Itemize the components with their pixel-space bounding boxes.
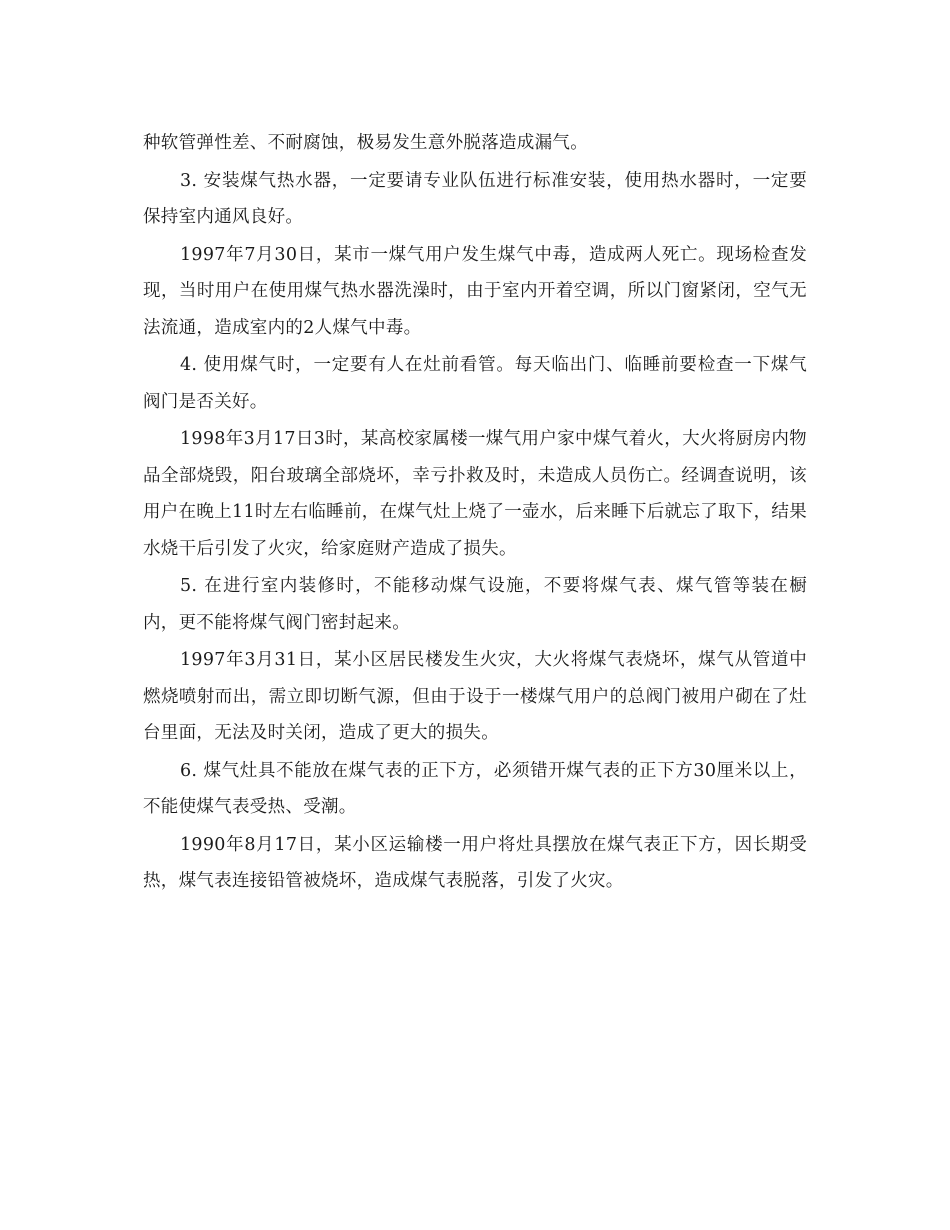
paragraph-case-1998-03-17: 1998年3月17日3时，某高校家属楼一煤气用户家中煤气着火，大火将厨房内物品全部烧毁，阳台玻璃全部烧坏，幸亏扑救及时，未造成人员伤亡。经调查说明，该用户在晚上11时左右临睡前，在煤气灶上烧了一壶水，后来睡下后就忘了取下，结果水烧干后引发了火灾，给家庭财产造成了损失。 [143,429,807,559]
paragraph-continuation: 种软管弹性差、不耐腐蚀，极易发生意外脱落造成漏气。 [143,133,588,153]
document-body [143,125,807,901]
paragraph-case-1997-03-31: 1997年3月31日，某小区居民楼发生火灾，大火将煤气表烧坏，煤气从管道中燃烧喷射而出，需立即切断气源，但由于设于一楼煤气用户的总阀门被用户砌在了灶台里面，无法及时关闭，造成了更大的损失。 [143,650,807,743]
paragraph-case-1997-07-30: 1997年7月30日，某市一煤气用户发生煤气中毒，造成两人死亡。现场检查发现，当时用户在使用煤气热水器洗澡时，由于室内开着空调，所以门窗紧闭，空气无法流通，造成室内的2人煤气中毒。 [143,244,807,338]
paragraph-tip-6: 6. 煤气灶具不能放在煤气表的正下方，必须错开煤气表的正下方30厘米以上，不能使煤气表受热、受潮。 [143,760,807,817]
paragraph-tip-5: 5. 在进行室内装修时，不能移动煤气设施，不要将煤气表、煤气管等装在橱内，更不能将煤气阀门密封起来。 [143,576,807,633]
paragraph-case-1990-08-17: 1990年8月17日，某小区运输楼一用户将灶具摆放在煤气表正下方，因长期受热，煤气表连接铅管被烧坏，造成煤气表脱落，引发了火灾。 [143,834,807,891]
paragraph-tip-4: 4. 使用煤气时，一定要有人在灶前看管。每天临出门、临睡前要检查一下煤气阀门是否关好。 [143,355,807,412]
paragraph-tip-3: 3. 安装煤气热水器，一定要请专业队伍进行标准安装，使用热水器时，一定要保持室内通风良好。 [143,170,807,227]
